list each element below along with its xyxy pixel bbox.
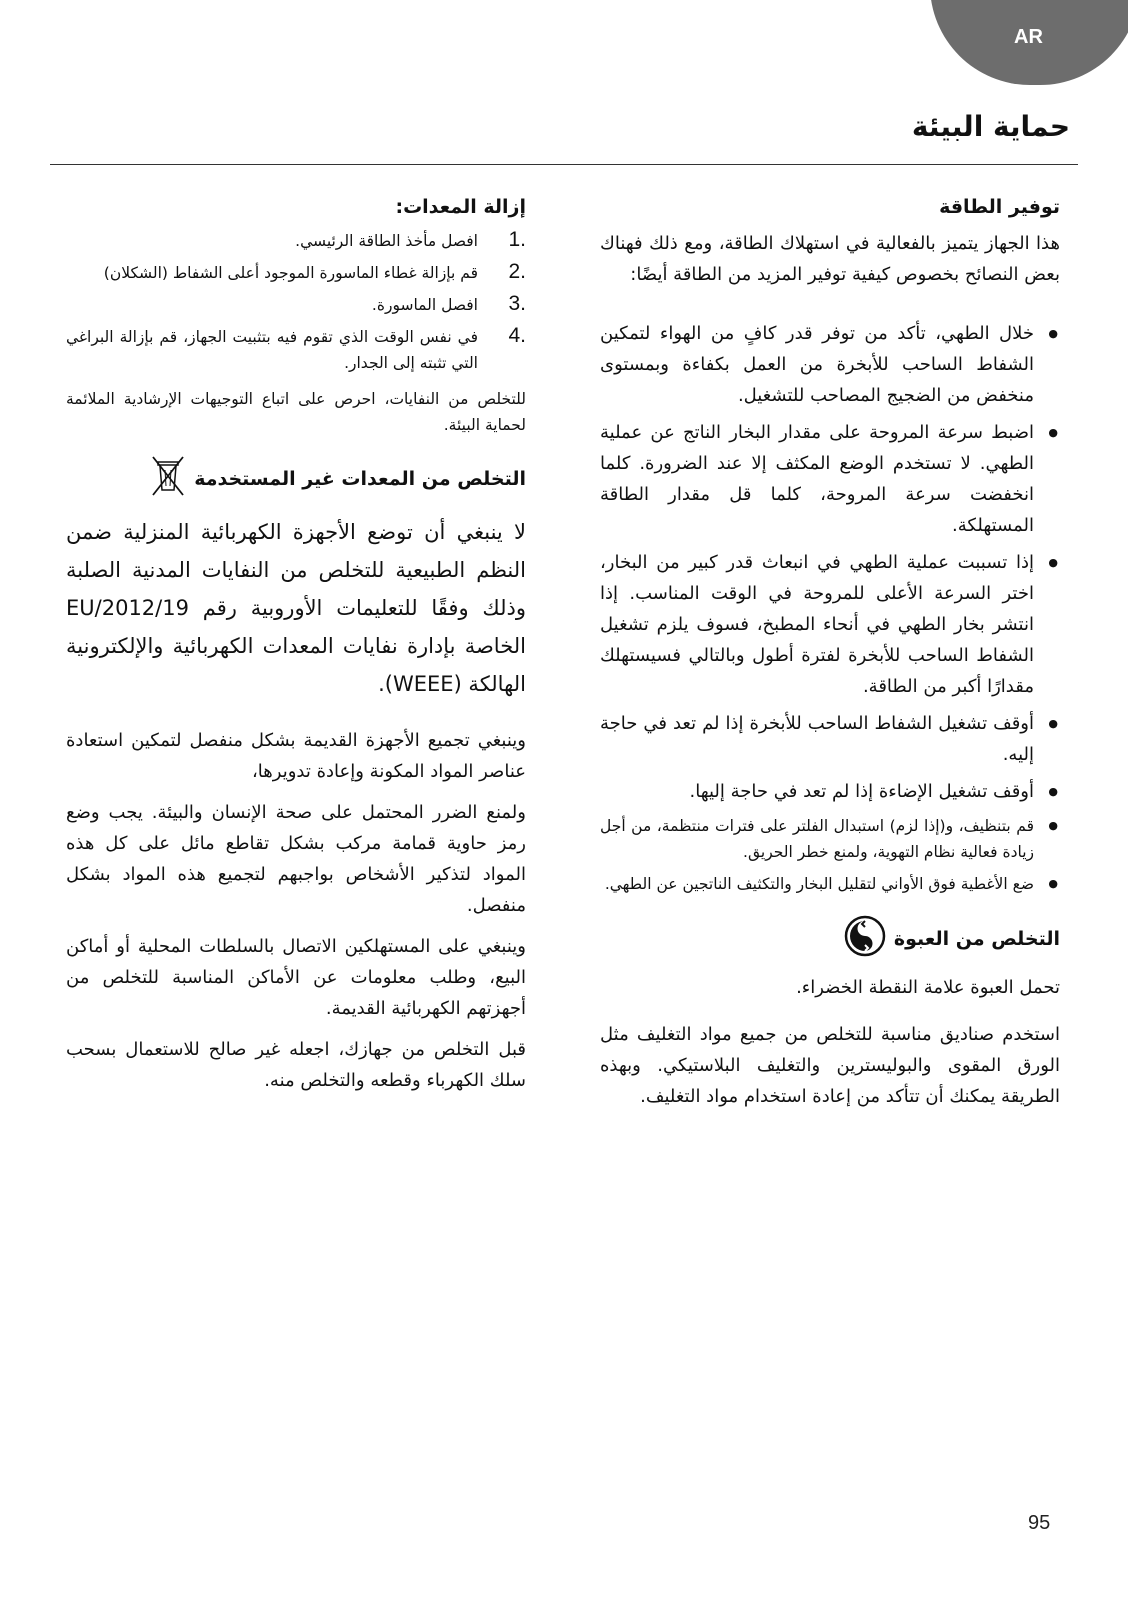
disposal-p2: وينبغي تجميع الأجهزة القديمة بشكل منفصل لتمكين استعادة عناصر المواد المكونة وإعادة تدويرها، [66, 730, 526, 782]
packaging-heading-text: التخلص من العبوة [893, 927, 1060, 950]
crossed-bin-icon [150, 454, 186, 503]
disposal-heading-text: التخلص من المعدات غير المستخدمة [194, 467, 526, 490]
removal-note: للتخلص من النفايات، احرص على اتباع التوجيهات الإرشادية الملائمة لحماية البيئة. [66, 390, 526, 434]
green-dot-icon [844, 915, 886, 962]
list-item [66, 260, 526, 292]
energy-column [600, 196, 1060, 1122]
disposal-p5: قبل التخلص من جهازك، اجعله غير صالح للاستعمال بسحب سلك الكهرباء وقطعه والتخلص منه. [66, 1039, 526, 1091]
step-text: في نفس الوقت الذي تقوم فيه بتثبيت الجهاز، قم بإزالة البراغي التي تثبته إلى الجدار. [66, 328, 478, 372]
list-item [66, 292, 526, 324]
energy-intro: هذا الجهاز يتميز بالفعالية في استهلاك الطاقة، ومع ذلك فهناك بعض النصائح بخصوص كيفية توفير المزيد من الطاقة أيضًا: [600, 233, 1060, 285]
step-number: 1. [508, 228, 526, 251]
energy-heading-text: توفير الطاقة [939, 196, 1060, 218]
energy-tips-list [600, 318, 1060, 897]
title-divider [50, 164, 1078, 165]
list-item [66, 228, 526, 260]
removal-heading [66, 196, 526, 218]
removal-heading-text: إزالة المعدات: [395, 196, 526, 218]
step-number: 2. [508, 260, 526, 283]
packaging-p2: استخدم صناديق مناسبة للتخلص من جميع مواد التغليف مثل الورق المقوى والبوليسترين والتغليف البلاستيكي. وبهذه الطريقة يمكنك أن تتأكد من إعادة استخدام مواد التغليف. [600, 1024, 1060, 1107]
disposal-p1: لا ينبغي أن توضع الأجهزة الكهربائية المنزلية ضمن النظم الطبيعية للتخلص من النفايات المدنية الصلبة وذلك وفقًا للتعليمات الأوروبية رقم 2012/19/EU الخاصة بإدارة نفايات المعدات الكهربائية والإلكترونية الهالكة (WEEE). [66, 520, 526, 696]
disposal-column [66, 196, 526, 1106]
language-tab [930, 0, 1128, 85]
list-item: ● ضع الأغطية فوق الأواني لتقليل البخار والتكثيف الناتجين عن الطهي. [600, 871, 1060, 897]
list-item: ● أوقف تشغيل الإضاءة إذا لم تعد في حاجة إليها. [600, 776, 1060, 807]
step-number: 4. [508, 324, 526, 347]
energy-heading [600, 196, 1060, 218]
list-item: ● إذا تسببت عملية الطهي في انبعاث قدر كبير من البخار، اختر السرعة الأعلى للمروحة في الوقت المناسب. إذا انتشر بخار الطهي في أنحاء المطبخ، فسوف يلزم تشغيل الشفاط الساحب للأبخرة لفترة أطول وبالتالي فسيستهلك مقدارًا أكبر من الطاقة. [600, 547, 1060, 702]
page-number: 95 [1028, 1512, 1051, 1534]
page-title: حماية البيئة [911, 110, 1070, 143]
packaging-p1: تحمل العبوة علامة النقطة الخضراء. [796, 977, 1060, 998]
packaging-heading [600, 915, 1060, 962]
list-item: ● أوقف تشغيل الشفاط الساحب للأبخرة إذا لم تعد في حاجة إليه. [600, 708, 1060, 770]
list-item [66, 324, 526, 382]
language-code: AR [1014, 26, 1043, 48]
step-text: قم بإزالة غطاء الماسورة الموجود أعلى الشفاط (الشكلان) [103, 264, 478, 282]
list-item: ● اضبط سرعة المروحة على مقدار البخار الناتج عن عملية الطهي. لا تستخدم الوضع المكثف إلا عند الضرورة. كلما انخفضت سرعة المروحة، كلما قل مقدار الطاقة المستهلكة. [600, 417, 1060, 541]
step-text: افصل الماسورة. [371, 296, 478, 314]
disposal-p4: وينبغي على المستهلكين الاتصال بالسلطات المحلية أو أماكن البيع، وطلب معلومات عن الأماكن المناسبة للتخلص من أجهزتهم الكهربائية القديمة. [66, 936, 526, 1019]
list-item: ● قم بتنظيف، و(إذا لزم) استبدال الفلتر على فترات منتظمة، من أجل زيادة فعالية نظام التهوية، ولمنع خطر الحريق. [600, 813, 1060, 865]
disposal-heading [66, 454, 526, 503]
step-text: افصل مأخذ الطاقة الرئيسي. [295, 232, 478, 250]
removal-steps [66, 228, 526, 382]
step-number: 3. [508, 292, 526, 315]
disposal-p3: ولمنع الضرر المحتمل على صحة الإنسان والبيئة. يجب وضع رمز حاوية قمامة مركب بشكل تقاطع مائل على كل هذه المواد لتذكير الأشخاص بواجبهم لتجميع هذه المواد بشكل منفصل. [66, 802, 526, 916]
list-item: ● خلال الطهي، تأكد من توفر قدر كافٍ من الهواء لتمكين الشفاط الساحب للأبخرة من العمل بكفاءة وبمستوى منخفض من الضجيج المصاحب للتشغيل. [600, 318, 1060, 411]
